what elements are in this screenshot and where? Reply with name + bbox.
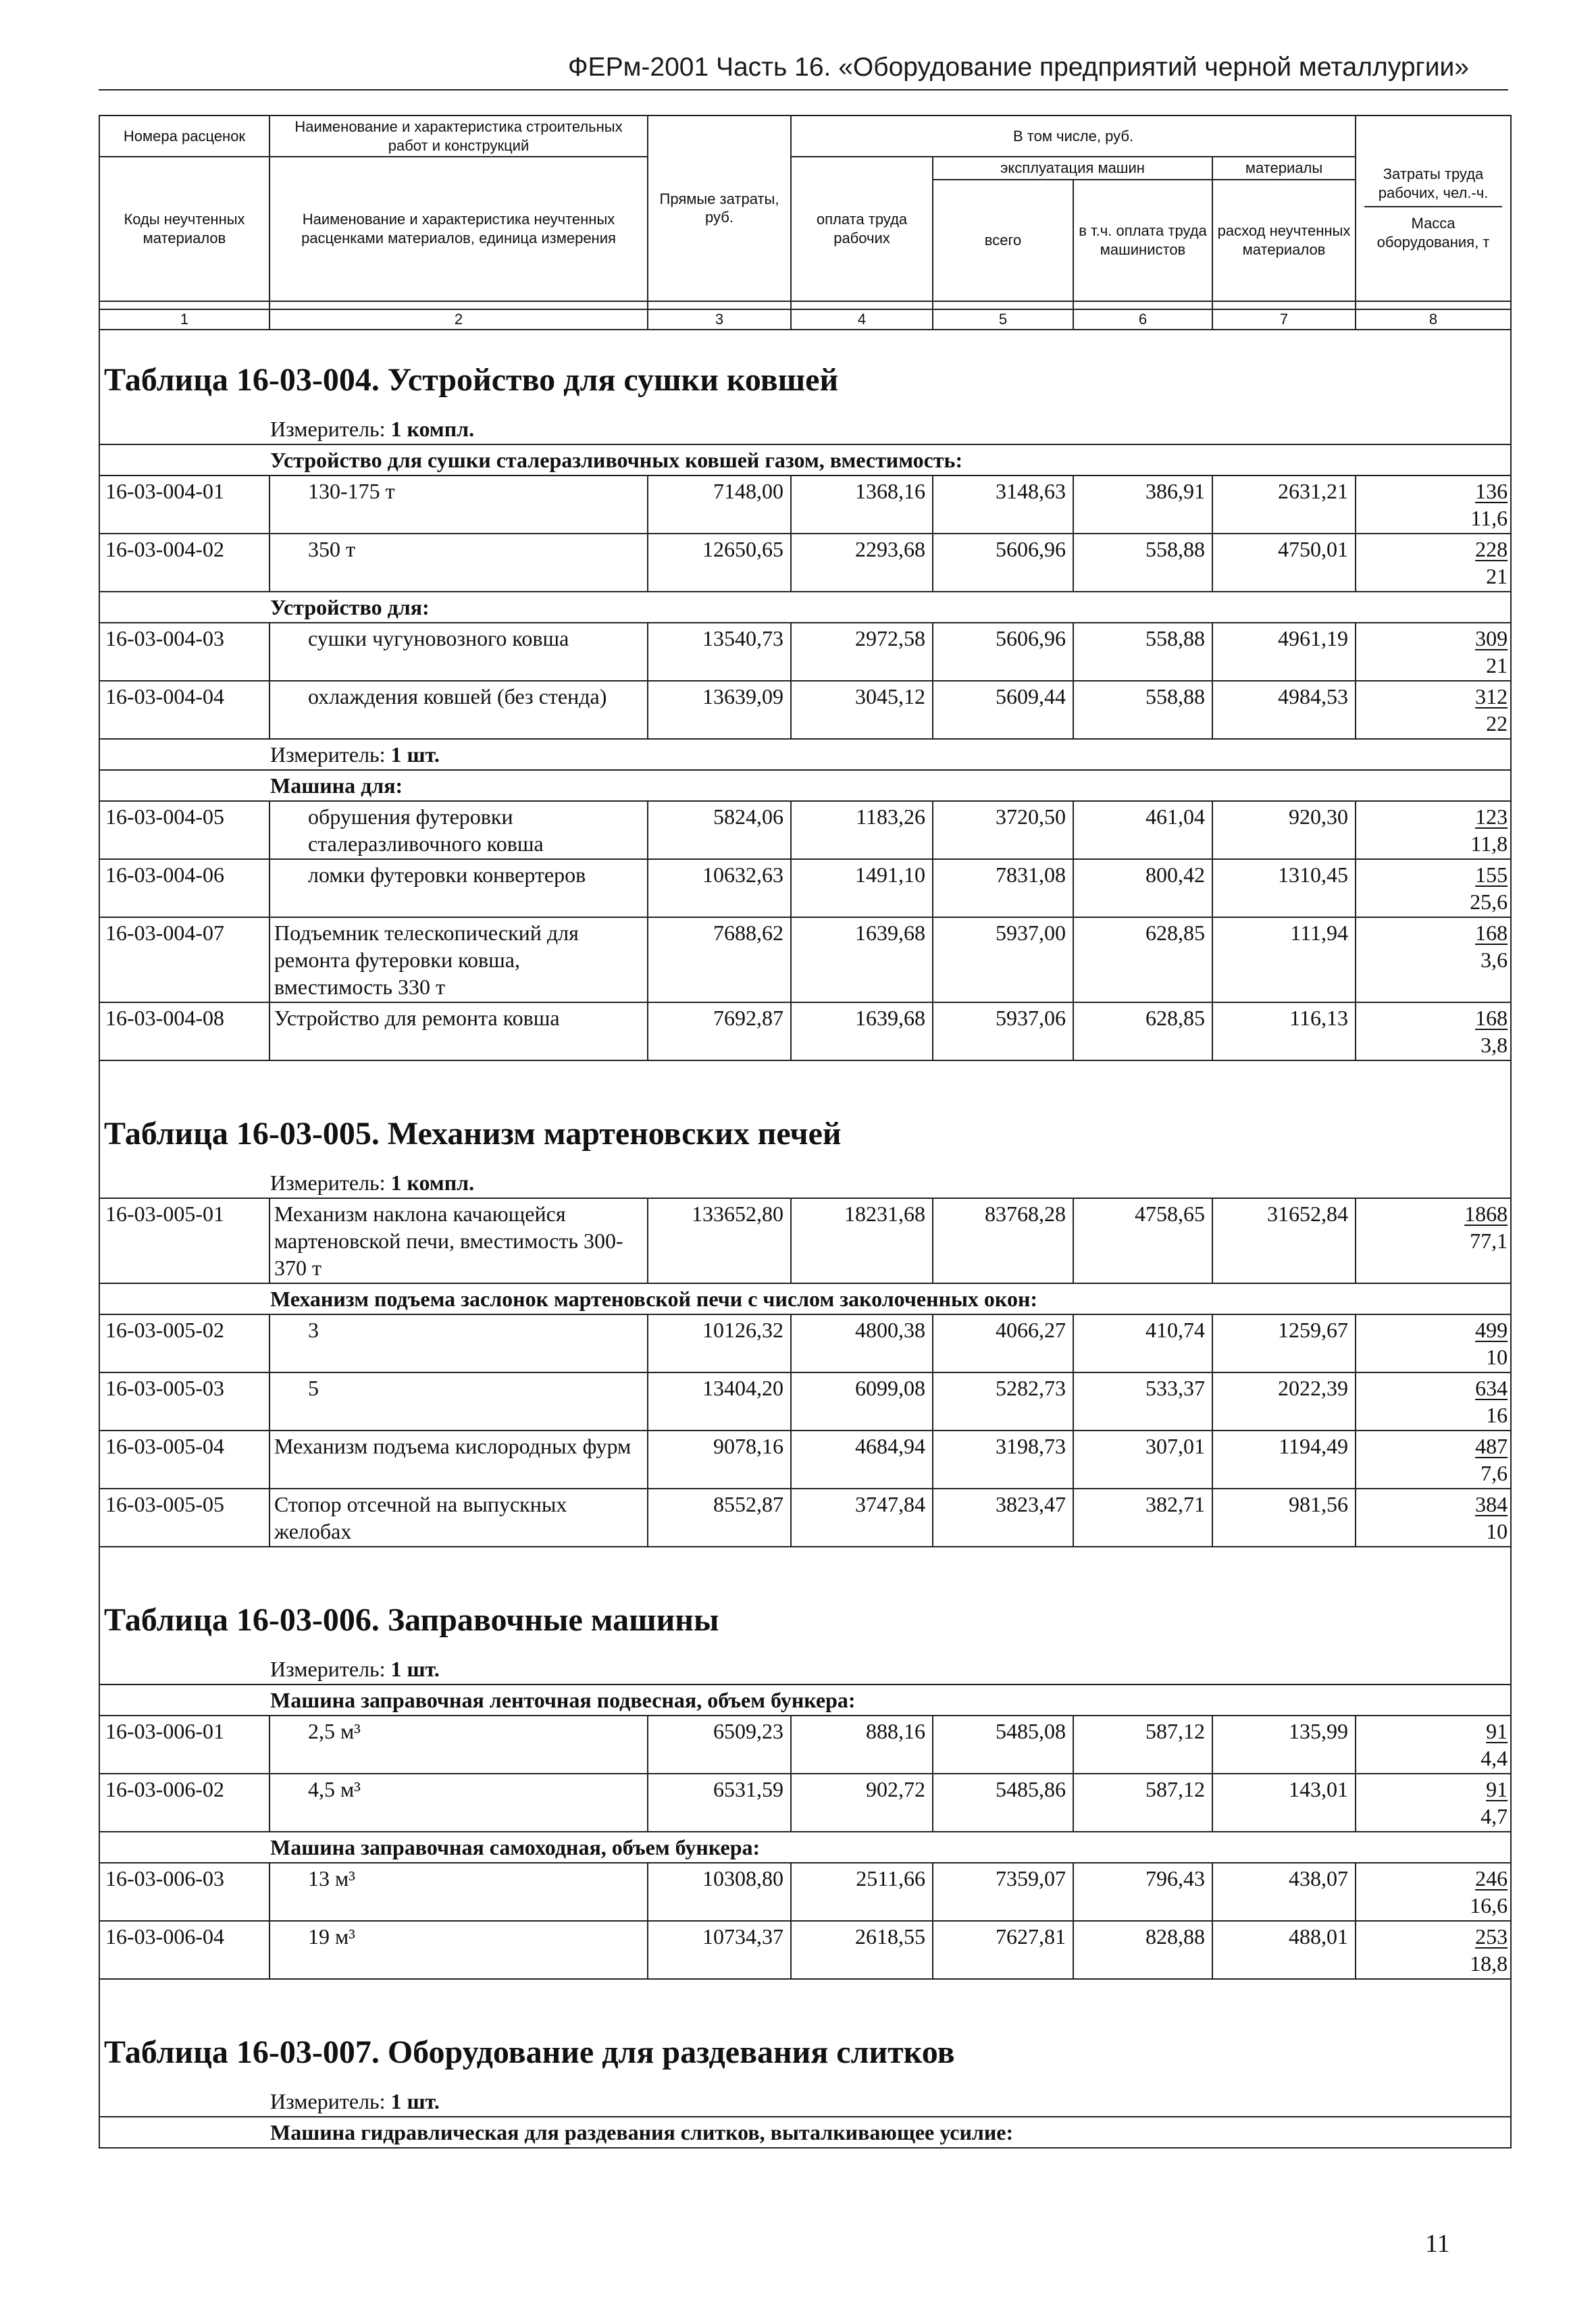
materials-cost: 116,13 (1212, 1002, 1356, 1060)
driver-wages: 558,88 (1073, 534, 1212, 592)
labor-wages: 6099,08 (791, 1372, 933, 1431)
labor-hours: 91 (1486, 1776, 1508, 1801)
driver-wages: 587,12 (1073, 1774, 1212, 1832)
table-title: Таблица 16-03-005. Механизм мартеновских печей (99, 1084, 1511, 1168)
header-col2-bottom: Наименование и характеристика неучтенных расценками материалов, единица измерения (269, 157, 648, 301)
measure-label: Измеритель: (270, 742, 386, 767)
table-row (99, 1198, 1511, 1283)
header-col8 (1356, 115, 1511, 301)
header-materials-label: материалы (1212, 157, 1356, 180)
column-number-4: 4 (791, 309, 933, 330)
labor-and-mass (1356, 475, 1511, 534)
labor-hours: 123 (1475, 804, 1508, 829)
rate-code: 16-03-004-02 (99, 534, 269, 592)
equipment-mass: 16,6 (1470, 1893, 1508, 1918)
work-name: сушки чугуновозного ковша (269, 623, 648, 681)
work-name: 4,5 м³ (269, 1774, 648, 1832)
driver-wages: 587,12 (1073, 1716, 1212, 1774)
rate-code: 16-03-004-03 (99, 623, 269, 681)
header-col1-top: Номера расценок (99, 115, 269, 157)
measure-value: 1 шт. (390, 1656, 440, 1681)
page-number: 11 (1425, 2230, 1450, 2258)
labor-wages: 2293,68 (791, 534, 933, 592)
equipment-mass: 21 (1486, 652, 1508, 677)
materials-cost: 920,30 (1212, 801, 1356, 859)
labor-wages: 1368,16 (791, 475, 933, 534)
measure-unit (99, 739, 1511, 770)
materials-cost: 2022,39 (1212, 1372, 1356, 1431)
table-row (99, 534, 1511, 592)
direct-costs: 6509,23 (648, 1716, 791, 1774)
equipment-mass: 3,6 (1481, 947, 1508, 972)
measure-label: Измеритель: (270, 2088, 386, 2113)
work-name: 130-175 т (269, 475, 648, 534)
machines-total: 5606,96 (933, 534, 1073, 592)
labor-and-mass (1356, 623, 1511, 681)
labor-hours: 246 (1475, 1866, 1508, 1891)
equipment-mass: 4,7 (1481, 1803, 1508, 1828)
materials-cost: 1310,45 (1212, 859, 1356, 917)
equipment-mass: 4,4 (1481, 1745, 1508, 1770)
group-heading: Машина гидравлическая для раздевания слитков, выталкивающее усилие: (99, 2117, 1511, 2148)
materials-cost: 4961,19 (1212, 623, 1356, 681)
rate-code: 16-03-005-04 (99, 1431, 269, 1489)
direct-costs: 13404,20 (648, 1372, 791, 1431)
labor-and-mass (1356, 534, 1511, 592)
machines-total: 5485,86 (933, 1774, 1073, 1832)
table-row (99, 917, 1511, 1002)
column-number-6: 6 (1073, 309, 1212, 330)
machines-total: 5609,44 (933, 681, 1073, 739)
direct-costs: 6531,59 (648, 1774, 791, 1832)
group-heading: Устройство для сушки сталеразливочных ковшей газом, вместимость: (99, 444, 1511, 475)
work-name: 13 м³ (269, 1863, 648, 1921)
driver-wages: 386,91 (1073, 475, 1212, 534)
rate-code: 16-03-006-04 (99, 1921, 269, 1979)
equipment-mass: 77,1 (1470, 1228, 1508, 1253)
table-row (99, 859, 1511, 917)
header-col2-top: Наименование и характеристика строительных работ и конструкций (269, 115, 648, 157)
direct-costs: 5824,06 (648, 801, 791, 859)
equipment-mass: 18,8 (1470, 1951, 1508, 1976)
labor-and-mass (1356, 681, 1511, 739)
equipment-mass: 3,8 (1481, 1032, 1508, 1057)
machines-total: 3720,50 (933, 801, 1073, 859)
labor-and-mass (1356, 1716, 1511, 1774)
rate-code: 16-03-004-04 (99, 681, 269, 739)
labor-wages: 902,72 (791, 1774, 933, 1832)
measure-value: 1 шт. (390, 742, 440, 767)
labor-wages: 3045,12 (791, 681, 933, 739)
column-number-2: 2 (269, 309, 648, 330)
direct-costs: 13540,73 (648, 623, 791, 681)
measure-unit (99, 2086, 1511, 2117)
equipment-mass: 10 (1486, 1344, 1508, 1369)
work-name: 5 (269, 1372, 648, 1431)
direct-costs: 133652,80 (648, 1198, 791, 1283)
direct-costs: 10734,37 (648, 1921, 791, 1979)
machines-total: 7359,07 (933, 1863, 1073, 1921)
machines-total: 3823,47 (933, 1489, 1073, 1547)
work-name: обрушения футеровки сталеразливочного ковша (269, 801, 648, 859)
labor-wages: 2618,55 (791, 1921, 933, 1979)
rate-code: 16-03-004-05 (99, 801, 269, 859)
labor-hours: 168 (1475, 920, 1508, 945)
direct-costs: 12650,65 (648, 534, 791, 592)
header-col3: Прямые затраты, руб. (648, 115, 791, 301)
work-name: 19 м³ (269, 1921, 648, 1979)
table-row (99, 1489, 1511, 1547)
rates-document (99, 115, 1510, 2149)
driver-wages: 410,74 (1073, 1314, 1212, 1372)
labor-and-mass (1356, 1431, 1511, 1489)
labor-and-mass (1356, 1372, 1511, 1431)
table-title: Таблица 16-03-006. Заправочные машины (99, 1570, 1511, 1654)
rate-code: 16-03-005-05 (99, 1489, 269, 1547)
equipment-mass: 25,6 (1470, 889, 1508, 914)
header-col4: оплата труда рабочих (791, 157, 933, 301)
direct-costs: 7692,87 (648, 1002, 791, 1060)
labor-and-mass (1356, 801, 1511, 859)
driver-wages: 382,71 (1073, 1489, 1212, 1547)
labor-and-mass (1356, 1921, 1511, 1979)
labor-wages: 2972,58 (791, 623, 933, 681)
column-header-table (99, 115, 1512, 330)
machines-total: 5937,06 (933, 1002, 1073, 1060)
materials-cost: 31652,84 (1212, 1198, 1356, 1283)
equipment-mass: 11,6 (1470, 505, 1508, 530)
header-col5: всего (933, 180, 1073, 301)
labor-hours: 1868 (1464, 1201, 1508, 1226)
materials-cost: 2631,21 (1212, 475, 1356, 534)
work-name: Стопор отсечной на выпускных желобах (269, 1489, 648, 1547)
materials-cost: 488,01 (1212, 1921, 1356, 1979)
rate-code: 16-03-004-07 (99, 917, 269, 1002)
column-number-7: 7 (1212, 309, 1356, 330)
rate-code: 16-03-006-01 (99, 1716, 269, 1774)
header-col6: в т.ч. оплата труда машинистов (1073, 180, 1212, 301)
rates-table (99, 330, 1512, 2149)
header-col8-bottom: Масса оборудования, т (1376, 215, 1490, 251)
direct-costs: 10126,32 (648, 1314, 791, 1372)
direct-costs: 13639,09 (648, 681, 791, 739)
measure-label: Измеритель: (270, 1170, 386, 1195)
labor-and-mass (1356, 859, 1511, 917)
labor-hours: 487 (1475, 1433, 1508, 1458)
measure-unit (99, 414, 1511, 444)
direct-costs: 7148,00 (648, 475, 791, 534)
measure-value: 1 компл. (390, 416, 475, 441)
labor-hours: 91 (1486, 1718, 1508, 1743)
equipment-mass: 21 (1486, 563, 1508, 588)
materials-cost: 4750,01 (1212, 534, 1356, 592)
machines-total: 7627,81 (933, 1921, 1073, 1979)
driver-wages: 558,88 (1073, 681, 1212, 739)
work-name: Механизм наклона качающейся мартеновской печи, вместимость 300-370 т (269, 1198, 648, 1283)
labor-wages: 1491,10 (791, 859, 933, 917)
table-row (99, 681, 1511, 739)
header-col8-top: Затраты труда рабочих, чел.-ч. (1364, 165, 1502, 207)
work-name: 3 (269, 1314, 648, 1372)
measure-label: Измеритель: (270, 1656, 386, 1681)
labor-hours: 136 (1475, 478, 1508, 503)
machines-total: 4066,27 (933, 1314, 1073, 1372)
group-heading: Устройство для: (99, 592, 1511, 623)
table-row (99, 1863, 1511, 1921)
labor-and-mass (1356, 1002, 1511, 1060)
driver-wages: 800,42 (1073, 859, 1212, 917)
header-col7: расход неучтенных материалов (1212, 180, 1356, 301)
machines-total: 3198,73 (933, 1431, 1073, 1489)
equipment-mass: 22 (1486, 711, 1508, 736)
table-row (99, 801, 1511, 859)
driver-wages: 796,43 (1073, 1863, 1212, 1921)
work-name: Механизм подъема кислородных фурм (269, 1431, 648, 1489)
group-heading: Машина заправочная ленточная подвесная, объем бункера: (99, 1685, 1511, 1716)
materials-cost: 1194,49 (1212, 1431, 1356, 1489)
labor-and-mass (1356, 1863, 1511, 1921)
labor-hours: 228 (1475, 536, 1508, 561)
driver-wages: 558,88 (1073, 623, 1212, 681)
table-title: Таблица 16-03-007. Оборудование для раздевания слитков (99, 2003, 1511, 2086)
measure-unit (99, 1168, 1511, 1198)
materials-cost: 111,94 (1212, 917, 1356, 1002)
labor-wages: 888,16 (791, 1716, 933, 1774)
rate-code: 16-03-005-03 (99, 1372, 269, 1431)
machines-total: 5937,00 (933, 917, 1073, 1002)
header-group-label: В том числе, руб. (791, 115, 1356, 157)
labor-wages: 4800,38 (791, 1314, 933, 1372)
group-heading: Машина заправочная самоходная, объем бункера: (99, 1832, 1511, 1863)
work-name: 350 т (269, 534, 648, 592)
labor-and-mass (1356, 1489, 1511, 1547)
materials-cost: 981,56 (1212, 1489, 1356, 1547)
labor-hours: 312 (1475, 684, 1508, 709)
table-row (99, 623, 1511, 681)
equipment-mass: 11,8 (1470, 831, 1508, 856)
table-row (99, 1774, 1511, 1832)
work-name: 2,5 м³ (269, 1716, 648, 1774)
labor-hours: 155 (1475, 862, 1508, 887)
header-machines-label: эксплуатация машин (933, 157, 1212, 180)
direct-costs: 10632,63 (648, 859, 791, 917)
work-name: охлаждения ковшей (без стенда) (269, 681, 648, 739)
rate-code: 16-03-004-01 (99, 475, 269, 534)
column-number-5: 5 (933, 309, 1073, 330)
header-rule (99, 89, 1508, 91)
work-name: Подъемник телескопический для ремонта футеровки ковша, вместимость 330 т (269, 917, 648, 1002)
table-row (99, 475, 1511, 534)
direct-costs: 9078,16 (648, 1431, 791, 1489)
equipment-mass: 7,6 (1481, 1460, 1508, 1485)
column-number-3: 3 (648, 309, 791, 330)
direct-costs: 8552,87 (648, 1489, 791, 1547)
labor-wages: 2511,66 (791, 1863, 933, 1921)
table-row (99, 1716, 1511, 1774)
column-number-1: 1 (99, 309, 269, 330)
equipment-mass: 10 (1486, 1518, 1508, 1543)
machines-total: 5485,08 (933, 1716, 1073, 1774)
materials-cost: 4984,53 (1212, 681, 1356, 739)
measure-value: 1 шт. (390, 2088, 440, 2113)
driver-wages: 461,04 (1073, 801, 1212, 859)
group-heading: Машина для: (99, 770, 1511, 801)
labor-wages: 4684,94 (791, 1431, 933, 1489)
machines-total: 7831,08 (933, 859, 1073, 917)
materials-cost: 135,99 (1212, 1716, 1356, 1774)
table-row (99, 1002, 1511, 1060)
labor-and-mass (1356, 917, 1511, 1002)
table-row (99, 1314, 1511, 1372)
measure-value: 1 компл. (390, 1170, 475, 1195)
machines-total: 5282,73 (933, 1372, 1073, 1431)
rate-code: 16-03-006-03 (99, 1863, 269, 1921)
labor-hours: 168 (1475, 1005, 1508, 1030)
materials-cost: 438,07 (1212, 1863, 1356, 1921)
labor-wages: 18231,68 (791, 1198, 933, 1283)
labor-hours: 384 (1475, 1491, 1508, 1516)
table-row (99, 1431, 1511, 1489)
header-col1-bottom: Коды неучтенных материалов (99, 157, 269, 301)
machines-total: 5606,96 (933, 623, 1073, 681)
labor-wages: 1183,26 (791, 801, 933, 859)
materials-cost: 1259,67 (1212, 1314, 1356, 1372)
machines-total: 83768,28 (933, 1198, 1073, 1283)
labor-wages: 3747,84 (791, 1489, 933, 1547)
direct-costs: 10308,80 (648, 1863, 791, 1921)
machines-total: 3148,63 (933, 475, 1073, 534)
rate-code: 16-03-006-02 (99, 1774, 269, 1832)
labor-wages: 1639,68 (791, 1002, 933, 1060)
table-row (99, 1921, 1511, 1979)
measure-unit (99, 1654, 1511, 1685)
table-row (99, 1372, 1511, 1431)
driver-wages: 4758,65 (1073, 1198, 1212, 1283)
rate-code: 16-03-004-08 (99, 1002, 269, 1060)
labor-hours: 499 (1475, 1317, 1508, 1342)
column-number-8: 8 (1356, 309, 1511, 330)
direct-costs: 7688,62 (648, 917, 791, 1002)
driver-wages: 307,01 (1073, 1431, 1212, 1489)
labor-and-mass (1356, 1198, 1511, 1283)
work-name: Устройство для ремонта ковша (269, 1002, 648, 1060)
labor-and-mass (1356, 1774, 1511, 1832)
driver-wages: 828,88 (1073, 1921, 1212, 1979)
rate-code: 16-03-004-06 (99, 859, 269, 917)
equipment-mass: 16 (1486, 1402, 1508, 1427)
rate-code: 16-03-005-01 (99, 1198, 269, 1283)
running-head: ФЕРм-2001 Часть 16. «Оборудование предприятий черной металлургии» (567, 53, 1469, 82)
materials-cost: 143,01 (1212, 1774, 1356, 1832)
labor-hours: 634 (1475, 1375, 1508, 1400)
driver-wages: 628,85 (1073, 917, 1212, 1002)
measure-label: Измеритель: (270, 416, 386, 441)
table-title: Таблица 16-03-004. Устройство для сушки ковшей (99, 330, 1511, 414)
driver-wages: 628,85 (1073, 1002, 1212, 1060)
labor-hours: 309 (1475, 625, 1508, 650)
group-heading: Механизм подъема заслонок мартеновской печи с числом заколоченных окон: (99, 1283, 1511, 1314)
labor-hours: 253 (1475, 1924, 1508, 1949)
labor-wages: 1639,68 (791, 917, 933, 1002)
rate-code: 16-03-005-02 (99, 1314, 269, 1372)
labor-and-mass (1356, 1314, 1511, 1372)
work-name: ломки футеровки конвертеров (269, 859, 648, 917)
driver-wages: 533,37 (1073, 1372, 1212, 1431)
